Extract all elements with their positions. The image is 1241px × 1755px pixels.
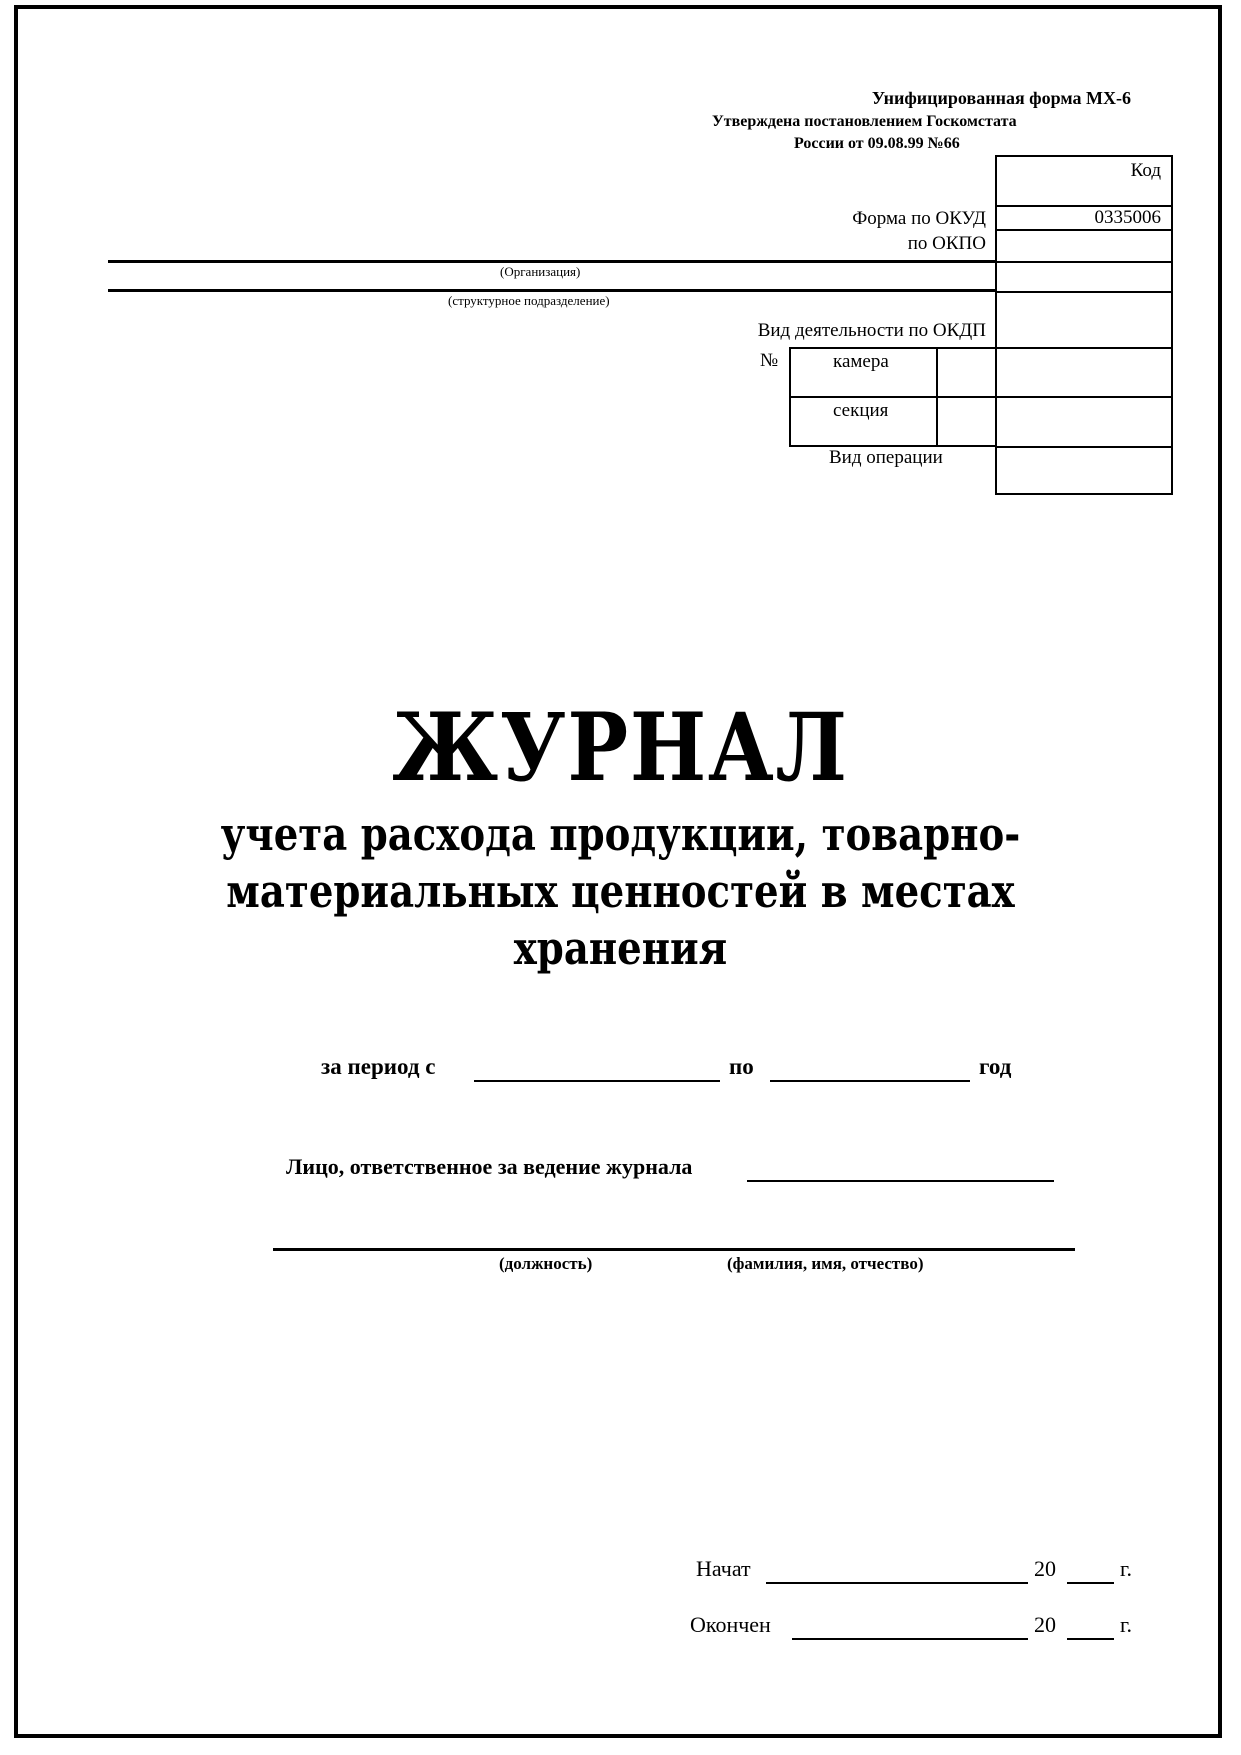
period-middle: по [729, 1054, 754, 1079]
subtitle-line-3: хранения [513, 921, 728, 975]
document-subtitle [99, 806, 1141, 977]
okpo-code-cell[interactable] [995, 229, 1173, 263]
started-year-field[interactable] [1067, 1582, 1114, 1584]
document-title: ЖУРНАЛ [392, 693, 849, 803]
ended-century: 20 [1034, 1612, 1056, 1637]
period-to-field[interactable] [770, 1080, 970, 1082]
subtitle-line-1: учета расхода продукции, товарно- [220, 807, 1021, 861]
chamber-label: камера [833, 351, 889, 372]
code-header-cell [995, 155, 1173, 207]
subdivision-caption: (структурное подразделение) [448, 293, 610, 308]
ended-date-field[interactable] [792, 1638, 1028, 1640]
okud-code-cell[interactable] [995, 205, 1173, 231]
started-label: Начат [696, 1556, 751, 1581]
number-sign: № [760, 350, 779, 371]
okdp-code-cell[interactable] [995, 291, 1173, 349]
section-label-cell [789, 396, 938, 447]
subtitle-line-2: материальных ценностей в местах [226, 864, 1015, 918]
period-prefix: за период с [321, 1054, 436, 1079]
started-year-suffix: г. [1120, 1556, 1133, 1581]
chamber-label-cell [789, 347, 938, 398]
section-number-cell[interactable] [936, 396, 997, 447]
operation-label: Вид операции [829, 447, 943, 468]
okud-code-value: 0335006 [1094, 207, 1161, 228]
started-century: 20 [1034, 1556, 1056, 1581]
approved-line-1: Утверждена постановлением Госкомстата [712, 113, 1017, 130]
ended-year-field[interactable] [1067, 1638, 1114, 1640]
chamber-number-cell[interactable] [936, 347, 997, 398]
ended-year-suffix: г. [1120, 1612, 1133, 1637]
organization-caption: (Организация) [500, 264, 581, 279]
started-date-field[interactable] [766, 1582, 1028, 1584]
section-label: секция [833, 400, 889, 421]
responsible-label: Лицо, ответственное за ведение журнала [286, 1154, 693, 1179]
form-name: Унифицированная форма МХ-6 [871, 88, 1131, 108]
okdp-label: Вид деятельности по ОКДП [757, 320, 986, 341]
operation-code-cell[interactable] [995, 446, 1173, 495]
period-from-field[interactable] [474, 1080, 720, 1082]
name-caption: (фамилия, имя, отчество) [727, 1254, 924, 1273]
ended-label: Окончен [690, 1612, 771, 1637]
organization-line[interactable] [108, 260, 996, 263]
approved-line-2: России от 09.08.99 №66 [794, 135, 960, 152]
section-code-cell[interactable] [995, 396, 1173, 448]
okud-label: Форма по ОКУД [852, 208, 986, 229]
subdivision-line[interactable] [108, 289, 996, 292]
code-header: Код [1130, 160, 1161, 181]
responsible-field[interactable] [747, 1180, 1054, 1182]
position-caption: (должность) [499, 1254, 593, 1273]
position-name-field[interactable] [273, 1248, 1075, 1251]
okpo-label: по ОКПО [907, 233, 986, 254]
period-suffix: год [979, 1054, 1012, 1079]
organization-code-cell[interactable] [995, 261, 1173, 293]
chamber-code-cell[interactable] [995, 347, 1173, 398]
